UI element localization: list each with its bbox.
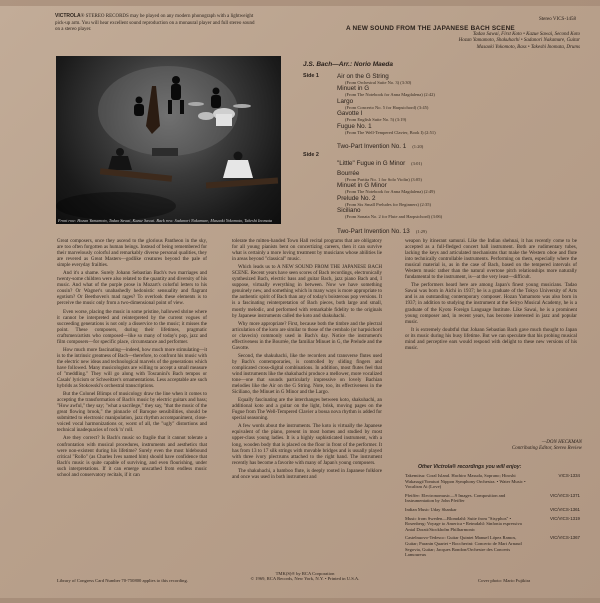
track-source: (From Six Small Preludes for Beginners) (2:35)	[345, 201, 431, 207]
notes-paragraph: Even worse, placing the music in some pristine, hallowed shrine where it cannot be interpreted and reinterpreted by the current vogues of succeeding generations is not only a disservice to the music; it misses the point. These composers, during their lifetimes, pragmatic craftsmen/artists who composed—like so many of today's pop, jazz and film composers—for specific place, circumstance and performer.	[57, 308, 207, 345]
recording-number: VIC/VICS-1371	[549, 492, 580, 498]
edge-wear-top	[0, 0, 600, 6]
recording-item	[405, 493, 580, 504]
recording-desc: Music from Sweden—Blomdahl: Suite from "Sisyphos" • Rosenberg: Voyage to America • Reimdahl: Sinfonia espressiva Antal Dorati/Stockholm Philharmonic	[405, 515, 522, 532]
notes-paragraph: Are they correct? Is Bach's music so fragile that it cannot tolerate a confrontation with musical procedures, instruments and aesthetics that were non-existent during his lifetime? Surely even the most hidebound critical "Rollo" (as Charles Ives named him) should have confidence that Bach's music is quite capable of surviving, and even flourishing, under such interpretations. If it can emerge unscathed from endless music school and conservatory recitals, if it can	[57, 435, 207, 478]
notes-paragraph: How much more fascinating—indeed, how much more stimulating—it is to the intrinsic greatness of Bach—therefore, to confront his music with the electric new ideas and technological marvels of the generations which have followed. Many musicologists are willing to accept a small measure of "meddling." They will go along with Toscanini's Bach tempos or Casals' lyricism or Schweitzer's ornamentations. Less acceptable are such hybrids as Stokowski's orchestral transcriptions.	[57, 346, 207, 390]
track-title: Minuet in G Minor	[337, 182, 387, 190]
liner-notes-column-2	[232, 238, 382, 482]
track-source: (From The Notebook for Anna Magdalena) (2:49)	[345, 189, 435, 195]
other-recordings-list	[405, 473, 580, 561]
track-item	[337, 73, 577, 85]
copyright-block	[225, 571, 385, 582]
notes-paragraph: Why more appropriate? First, because both the timbre and the plectral articulation of the koto are similar to those of the cembalo (or harpsichord or clavecin) commonly used in Bach's day. Notice the instrument's effectiveness in the Bourrée, the familiar Minuet in G, the Prelude and the Gavotte.	[232, 320, 382, 351]
author-signature	[492, 440, 582, 452]
library-of-congress-note: Library of Congress Card Number 70-750800 applies to this recording.	[57, 578, 188, 583]
copyright-line: © 1969, RCA Records, New York, N.Y. • Printed in U.S.A.	[250, 576, 360, 582]
track-title: Prelude No. 2	[337, 194, 376, 202]
track-item	[337, 220, 577, 238]
recording-desc: Pfeiffer: Electronomusic—9 Images. Composition and Instrumentation by John Pfeiffer	[405, 492, 506, 504]
track-source: (From Orchestral Suite No. 3) (3:30)	[345, 80, 412, 85]
notes-paragraph: Second, the shakuhachi, like the recorders and transverse flutes used by Bach's contemporaries, is controlled by sliding fingers and complicated cross-digital combinations. In addition, most flutes feel that wind instruments like the shakuhachi produce a mellower, more vocalized tone—one that sounds particularly impressive on lovely Bachian melodies like the Air on the G String. Note, too, its effectiveness in the Siciliano, the Minuet in G Minor and the Largo.	[232, 352, 382, 396]
track-title: Fugue No. 1	[337, 122, 372, 130]
recording-number: VIC/VICS-1319	[549, 515, 580, 521]
track-source: (3:01)	[411, 161, 423, 166]
track-source: (From Sonata No. 2 for Flute and Harpsichord) (3:06)	[345, 214, 443, 220]
track-title: Air on the G String	[337, 73, 389, 80]
track-source: (1:20)	[412, 144, 424, 150]
band-photo	[56, 56, 281, 224]
side-1-tracks	[337, 73, 577, 153]
recording-desc: Castelnuovo-Tedesco: Guitar Quintet Manuel López Ramos, Guitar; Paranin Quartet • Boccherini: Concerto de Mari Arnaud Segovia, Guitar; Jacques Bondon/Orchestre des Concerts Lamoureux	[405, 535, 522, 558]
edge-wear-bottom	[0, 598, 600, 603]
recording-number: VIC/VICS-1361	[549, 506, 580, 512]
track-item	[337, 170, 577, 182]
side-1-label: Side 1	[303, 73, 319, 79]
trademark-line: TMK(S)® by RCA Corporation	[275, 571, 335, 576]
performer-credits	[370, 32, 580, 51]
notes-paragraph: A few words about the instruments. The koto is virtually the Japanese equivalent of the piano, present in most homes and studied by most upper-class young ladies. It is a highly sophisticated instrument, with a long, wooden body that is placed on the floor in front of the performer. It has from 13 to 17 silk strings with movable bridges and is usually played with three ivory plectrums attached to the right hand. The instrument recently has become a favorite with many of Japan's young composers.	[232, 423, 382, 466]
notes-paragraph: Which leads us to A NEW SOUND FROM THE JAPANESE BACH SCENE. Recent years have seen scores of Bach recordings, electronically synthesized Bach, electric bass and guitar Bach, jazz piano Bach and, I suppose, virtually everything in between. Now we have something genuinely new, and something which in many ways is more appropriate to the authentic spirit of Bach than any of today's boisterous pop versions. It is a fascinating reinterpretation of Bach pieces, both large and small, mostly melodic, and performed with remarkable fidelity to the originals by Japanese instruments called the koto and shakuhachi.	[232, 264, 382, 319]
track-item	[337, 110, 577, 122]
track-source: (From Partita No. 1 for Solo Violin) (3:05)	[345, 177, 422, 182]
notes-paragraph: And it's a shame. Surely Johann Sebastian Bach's two marriages and twenty-some children were also related to the quantity and diversity of his music. And what of the purple prose in Mozart's colorful letters to his cousin? Or Wagner's unabashedly hedonistic sensuality and flagrant egotism? Or Beethoven's mad rages? To overlook these elements is to perceive the music only from a two-dimensional point of view.	[57, 270, 207, 307]
notes-paragraph: weapon by itinerant samurai. Like the Indian shehnai, it has recently come to be accepted as a full-fledged concert hall instrument. Both are rudimentary tubes, lacking the keys and articulated mechanisms that make the Western oboe and flute into technically controllable instruments. Performing on them, especially where the musical material is, as in the case of Bach, based on the tempered intervals of Western music rather than the natural overtone pitch relationships more naturally fundamental to the instrument, is—at the very least—difficult.	[405, 238, 577, 281]
recording-item	[405, 535, 580, 557]
album-title: A NEW SOUND FROM THE JAPANESE BACH SCENE	[346, 25, 515, 32]
recording-number: VIC/VICS-1367	[549, 535, 580, 541]
notes-paragraph: But the Colonel Blimps of musicology draw the line when it comes to accepting the transformation of Bach's music by electric guitars and bass; "How awful," they say; "what a sacrilege," they say, "that the music of the great flowing brook," the pinnacle of Baroque sensibilities, should be submitted to electronic manipulation, jazz rhythm accompaniment, close-voiced vocal harmonizations or, worst of all, the "ugly" distortions and technical inadequacies of rock 'n' roll.	[57, 391, 207, 434]
track-title: Minuet in G	[337, 85, 370, 93]
author-title: Contributing Editor, Stereo Review	[511, 446, 582, 451]
recording-item	[405, 473, 580, 490]
track-item	[337, 135, 577, 153]
track-item	[337, 152, 577, 170]
author-name: —DON HECKMAN	[541, 440, 582, 445]
credit-line: Hozan Yamamoto, Shakuhachi • Sadanori Nakamure, Guitar	[458, 38, 580, 44]
track-item	[337, 123, 577, 135]
credit-line: Masaoki Yokomoto, Bass • Takeshi Inomata, Drums	[476, 44, 580, 50]
track-title: Gavotte I	[337, 110, 363, 118]
track-title: Largo	[337, 97, 354, 105]
track-title: Bourrée	[337, 170, 360, 177]
side-2-label: Side 2	[303, 152, 319, 158]
track-title: Two-Part Invention No. 13	[337, 227, 410, 235]
track-item	[337, 195, 577, 207]
track-title: Two-Part Invention No. 1	[337, 143, 407, 151]
notes-paragraph: Great composers, once they ascend to the glorious Pantheon in the sky, are too often forgotten as human beings. Instead of being remembered for their marvelously colorful and remarkably diverse personal qualities, they are revered as Great Masters—godlike creatures beyond the pale of simple everyday frailties.	[57, 238, 207, 269]
track-title: Siciliano	[337, 207, 361, 215]
track-item	[337, 98, 577, 110]
recording-item	[405, 507, 580, 513]
track-source: (From The Notebook for Anna Magdalena) (2:42)	[345, 92, 435, 98]
track-source: (From The Well-Tempered Clavier, Book I) (2:51)	[345, 129, 436, 135]
liner-notes-column-3	[405, 238, 577, 353]
notes-paragraph: The shakuhachi, a bamboo flute, is deeply rooted in Japanese folklore and once was used in both instrument and	[232, 467, 382, 480]
track-source: (From English Suite No. 5) (3:19)	[345, 117, 407, 123]
photo-credit: Cover photo: Mario Fujikira	[478, 578, 531, 583]
side-2-tracks	[337, 152, 577, 238]
band-photo-illustration	[56, 56, 281, 224]
liner-notes-column-1	[57, 238, 207, 480]
track-source: (1:29)	[415, 228, 427, 234]
other-recordings-header: Other Victrola® recordings you will enjoy:	[418, 464, 522, 470]
notes-paragraph: Equally fascinating are the interchanges between koto, shakuhachi, an additional koto and a guitar on the light, brisk, moving pages on the Fugue from The Well-Tempered Clavier a bossa nova rhythm is added for special seasoning.	[232, 397, 382, 422]
track-item	[337, 207, 577, 219]
recording-desc: Indian Music Uday Shankar	[405, 506, 457, 512]
track-item	[337, 85, 577, 97]
notes-paragraph: tolerate the mitten-handed Town Hall recital programs that are obligatory for all young pianists bent on concertizing careers, then it can survive what is certainly a more loving treatment by musicians whose abilities lie in areas beyond "classical" music.	[232, 238, 382, 263]
notice-brand: VICTROLA	[55, 13, 81, 19]
track-source: (From Concerto No. 5 for Harpsichord) (3:45)	[345, 104, 429, 110]
recording-desc: Takemitsu: Coral Island. Hachiro Masuda, Soprano; Hiroshi Wakasugi/Yomiuri Nippon Symphony Orchestra. • Water Music • Vocalism Ai (Love)	[405, 473, 526, 490]
arranger-header: J.S. Bach—Arr.: Norio Maeda	[303, 61, 393, 68]
notice-text: ® STEREO RECORDS may be played on any modern phonograph with a lightweight pick-up arm. You will hear excellent sound reproduction on a monaural player and full stereo sound on a stereo player.	[55, 14, 255, 32]
catalog-number: Stereo VICS-1458	[539, 17, 576, 22]
recording-number: VICS-1334	[558, 473, 580, 478]
track-title: "Little" Fugue in G Minor	[337, 160, 406, 167]
track-item	[337, 182, 577, 194]
notes-paragraph: The performers heard here are among Japan's finest young musicians. Tadao Sawai was born in Aichi in 1937; he is a graduate of the Tokyo University of Arts and is an outstanding contemporary composer. Hozan Yamamoto was also born in 1937; in addition to studying the instrument at the Seiryo Musical Academy, he is a graduate of the Kyoto Foreign Language Institute. Like Sawai, he is a prominent young composer and, in recent years, has become interested in jazz and popular music.	[405, 282, 577, 325]
playback-notice	[55, 13, 255, 34]
photo-caption: Front row: Hozan Yamamoto, Tadao Sawai, Kazue Sawai. Back row: Sadanori Nakamure, Masaoki Yokomoto, Takeshi Inomata	[58, 218, 272, 223]
notes-paragraph: It is extremely doubtful that Johann Sebastian Bach gave much thought to Japan or its music during his busy lifetime. But we can speculate that his probing musical mind and perceptive ears would respond with delight to these new versions of his music.	[405, 326, 577, 351]
recording-item	[405, 516, 580, 533]
credit-line: Tadao Sawai, First Koto • Kazue Sawai, Second Koto	[472, 32, 580, 37]
